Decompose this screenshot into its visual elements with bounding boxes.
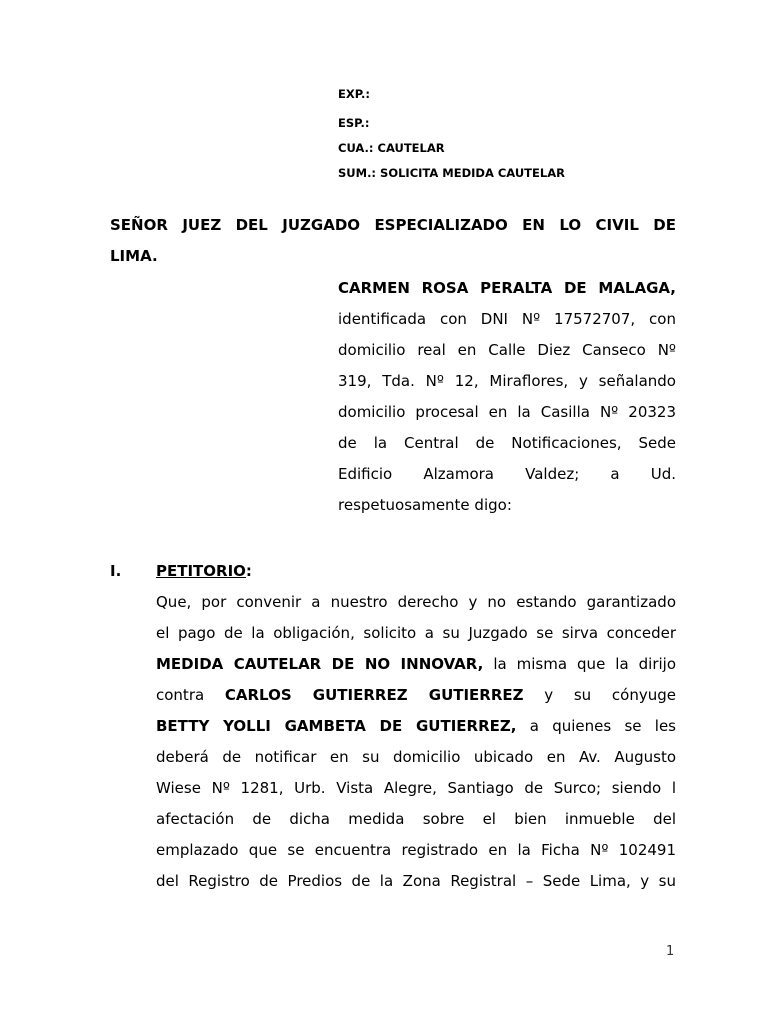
header-sum: SUM.: SOLICITA MEDIDA CAUTELAR	[338, 166, 565, 180]
body-line-4-c: y su cónyuge	[544, 686, 676, 704]
body-line-7: Wiese Nº 1281, Urb. Vista Alegre, Santiago de Surco; siendo l	[156, 779, 676, 797]
header-cua: CUA.: CAUTELAR	[338, 141, 445, 155]
body-line-4-bold: CARLOS GUTIERREZ GUTIERREZ	[224, 686, 524, 704]
header-esp: ESP.:	[338, 116, 370, 130]
petitioner-name: CARMEN ROSA PERALTA DE MALAGA,	[338, 279, 676, 297]
body-line-8: afectación de dicha medida sobre el bien inmueble del	[156, 810, 676, 828]
petitioner-line-7: respetuosamente digo:	[338, 496, 512, 514]
petitioner-line-1: identificada con DNI Nº 17572707, con	[338, 310, 676, 328]
body-line-4	[156, 680, 676, 711]
addressee-line-2: LIMA.	[110, 247, 158, 265]
petitioner-line-4: domicilio procesal en la Casilla Nº 20323	[338, 403, 676, 421]
body-line-1: Que, por convenir a nuestro derecho y no estando garantizado	[156, 593, 676, 611]
page-number: 1	[666, 944, 675, 959]
section-title	[156, 556, 252, 587]
body-line-3-rest: la misma que la dirijo	[483, 655, 676, 673]
body-line-5-bold: BETTY YOLLI GAMBETA DE GUTIERREZ,	[156, 717, 517, 735]
addressee	[110, 210, 676, 272]
body-line-5-rest: a quienes se les	[516, 717, 677, 735]
body-line-4-a: contra	[156, 686, 205, 704]
section-number: I.	[110, 562, 122, 580]
header-exp: EXP.:	[338, 87, 371, 101]
body-line-3-bold: MEDIDA CAUTELAR DE NO INNOVAR,	[156, 655, 484, 673]
petitioner-line-2: domicilio real en Calle Diez Canseco Nº	[338, 341, 676, 359]
section-body	[156, 587, 676, 897]
body-line-6: deberá de notificar en su domicilio ubicado en Av. Augusto	[156, 748, 676, 766]
body-line-10: del Registro de Predios de la Zona Registral – Sede Lima, y su	[156, 872, 676, 890]
body-line-3	[156, 649, 676, 680]
section-title-colon: :	[245, 562, 252, 580]
petitioner-line-6: Edificio Alzamora Valdez; a Ud.	[338, 465, 676, 483]
body-line-9: emplazado que se encuentra registrado en la Ficha Nº 102491	[156, 841, 676, 859]
petitioner-line-5: de la Central de Notificaciones, Sede	[338, 434, 676, 452]
addressee-line-1: SEÑOR JUEZ DEL JUZGADO ESPECIALIZADO EN LO CIVIL DE	[110, 216, 676, 234]
body-line-5	[156, 711, 676, 742]
petitioner-line-3: 319, Tda. Nº 12, Miraflores, y señalando	[338, 372, 676, 390]
body-line-2: el pago de la obligación, solicito a su Juzgado se sirva conceder	[156, 624, 676, 642]
petitioner-block	[338, 273, 676, 521]
section-title-text: PETITORIO	[156, 562, 246, 580]
